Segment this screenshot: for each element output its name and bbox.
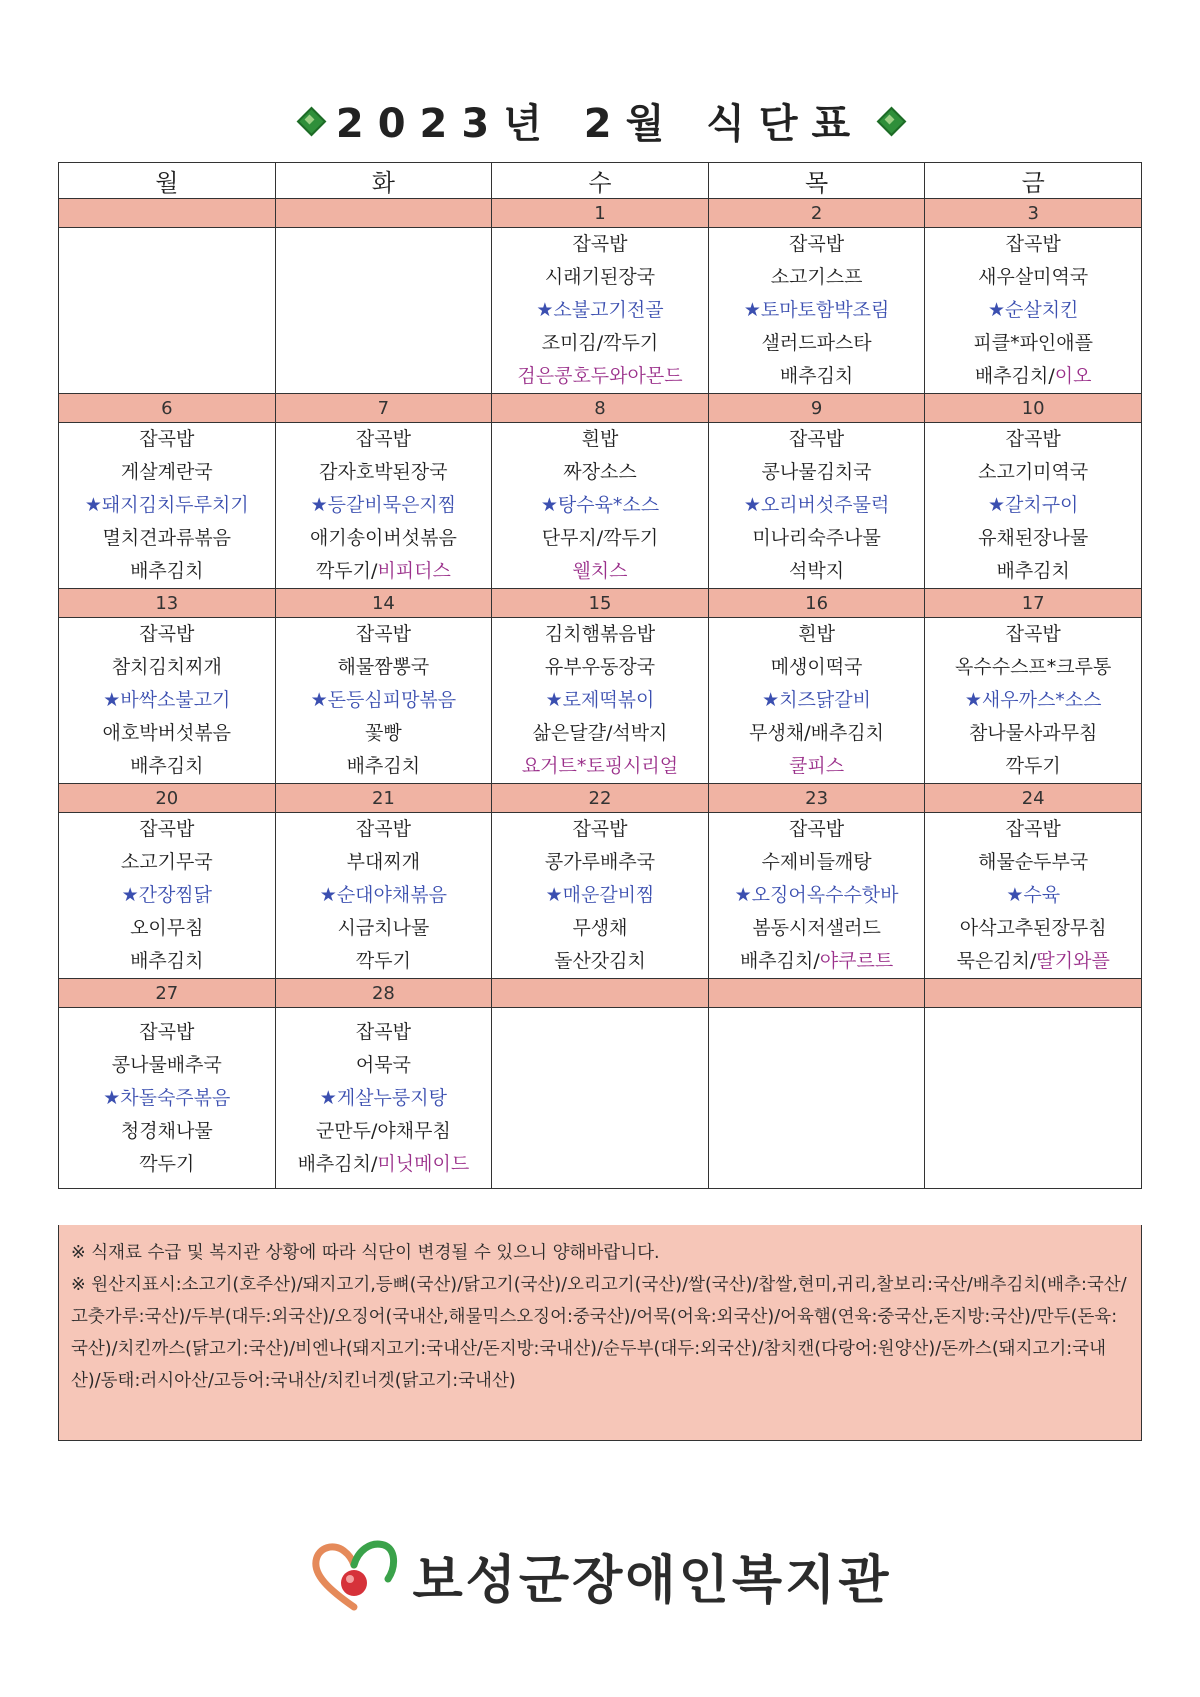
meal-cell: [275, 813, 492, 979]
date-cell: 28: [275, 979, 492, 1008]
meal-cell: [59, 618, 276, 784]
dish-extra: [276, 555, 492, 588]
meal-cell: [59, 1008, 276, 1189]
meal-cell: [275, 228, 492, 394]
dish-extra: [925, 945, 1141, 978]
meal-cell: [925, 228, 1142, 394]
dish-kimchi: 묵은김치/: [956, 950, 1037, 972]
date-cell: [492, 979, 709, 1008]
date-cell: 21: [275, 784, 492, 813]
dish-soup: 해물순두부국: [978, 851, 1089, 873]
notice-text: ※ 식재료 수급 및 복지관 상황에 따라 식단이 변경될 수 있으니 양해바랍니다.: [71, 1243, 660, 1263]
dish-main: ★새우까스*소스: [964, 689, 1102, 711]
origin-text: ※ 원산지표시:소고기(호주산)/돼지고기,등뼈(국산)/닭고기(국산)/오리고기(국산)/쌀(국산)/찹쌀,현미,귀리,찰보리:국산/배추김치(배추:국산/고춧가루:국산)/두부(대두:외국산)/오징어(국내산,해물믹스오징어:중국산)/어묵(어육:외국산)/어육햄(연육:중국산,돈지방:국산)/만두(돈육:국산)/치킨까스(닭고기:국산)/비엔나(돼지고기:국내산/돈지방:국내산)/순두부(대두:외국산)/참치캔(다랑어:원양산)/돈까스(돼지고기:국내산)/동태:러시아산/고등어:국내산/치킨너겟(닭고기:국내산): [71, 1275, 1127, 1391]
dish-side: 애호박버섯볶음: [102, 722, 232, 744]
date-cell: 17: [925, 589, 1142, 618]
dish-main: ★등갈비묵은지찜: [310, 494, 457, 516]
dish-kimchi: 깍두기: [355, 950, 411, 972]
date-cell: 22: [492, 784, 709, 813]
dish-kimchi: 깍두기: [1005, 755, 1061, 777]
date-row: [59, 784, 1142, 813]
meal-cell: [59, 813, 276, 979]
dish-rice: 잡곡밥: [789, 233, 845, 255]
dish-main: ★소불고기전골: [536, 299, 664, 321]
dish-side: 군만두/야채무침: [315, 1119, 451, 1142]
meal-cell: [925, 1008, 1142, 1189]
day-header-row: [59, 163, 1142, 199]
dish-main: ★탕수육*소스: [540, 494, 660, 516]
dish-extra: [709, 555, 925, 588]
date-row: [59, 199, 1142, 228]
meal-cell: [708, 813, 925, 979]
meal-cell: [275, 1008, 492, 1189]
dish-extra: [709, 360, 925, 393]
dish-dessert: 쿨피스: [789, 755, 845, 777]
dish-side: 참나물사과무침: [968, 722, 1098, 744]
dish-main: ★매운갈비찜: [545, 884, 655, 906]
dish-main: ★오징어옥수수핫바: [734, 884, 899, 906]
dish-side: 조미김/깍두기: [541, 332, 659, 354]
dish-rice: 잡곡밥: [355, 623, 411, 645]
dish-kimchi: 배추김치: [130, 560, 204, 582]
dish-dessert: 이오: [1054, 365, 1092, 387]
dish-soup: 소고기미역국: [978, 461, 1089, 483]
dish-main: ★순살치킨: [987, 299, 1079, 321]
dish-rice: 잡곡밥: [572, 233, 628, 255]
date-cell: 16: [708, 589, 925, 618]
date-cell: 7: [275, 394, 492, 423]
meal-cell: [492, 1008, 709, 1189]
meal-row: [59, 813, 1142, 979]
date-cell: 14: [275, 589, 492, 618]
date-cell: 20: [59, 784, 276, 813]
dish-main: ★토마토함박조림: [743, 299, 890, 321]
date-row: [59, 394, 1142, 423]
day-header: 금: [925, 163, 1142, 199]
dish-rice: 잡곡밥: [139, 428, 195, 450]
dish-soup: 어묵국: [355, 1053, 411, 1076]
meal-cell: [925, 813, 1142, 979]
dish-rice: 잡곡밥: [355, 428, 411, 450]
date-cell: 9: [708, 394, 925, 423]
dish-soup: 부대찌개: [346, 851, 421, 873]
dish-main: ★간장찜닭: [121, 884, 213, 906]
org-name: 보성군장애인복지관: [412, 1550, 892, 1611]
meal-row: [59, 228, 1142, 394]
dish-soup: 유부우동장국: [544, 656, 656, 678]
dish-soup: 해물짬뽕국: [337, 656, 430, 678]
dish-soup: 콩가루배추국: [544, 851, 656, 873]
date-cell: 6: [59, 394, 276, 423]
dish-soup: 게살계란국: [120, 461, 213, 483]
dish-soup: 소고기무국: [120, 851, 213, 873]
date-cell: 24: [925, 784, 1142, 813]
dish-dessert: 검은콩호두와아몬드: [517, 365, 683, 387]
dish-side: 무생채/배추김치: [749, 722, 885, 744]
dish-dessert: 야쿠르트: [819, 950, 894, 972]
dish-rice: 잡곡밥: [139, 1020, 195, 1043]
date-cell: 8: [492, 394, 709, 423]
dish-main: ★돈등심피망볶음: [310, 689, 457, 711]
meal-cell: [708, 423, 925, 589]
dish-soup: 새우살미역국: [978, 266, 1089, 288]
dish-main: ★갈치구이: [987, 494, 1079, 516]
meal-cell: [708, 618, 925, 784]
meal-row: [59, 1008, 1142, 1189]
dish-main: ★게살누룽지탕: [319, 1086, 447, 1109]
dish-extra: [59, 750, 275, 783]
dish-side: 꽃빵: [365, 722, 402, 744]
dish-side: 미나리숙주나물: [752, 527, 881, 549]
dish-rice: 김치햄볶음밥: [544, 623, 656, 645]
dish-side: 봄동시저샐러드: [752, 917, 881, 939]
dish-side: 애기송이버섯볶음: [309, 527, 457, 549]
dish-side: 샐러드파스타: [761, 332, 872, 354]
meal-cell: [925, 423, 1142, 589]
dish-rice: 흰밥: [581, 428, 619, 450]
dish-rice: 잡곡밥: [139, 818, 195, 840]
dish-soup: 콩나물김치국: [761, 461, 872, 483]
dish-dessert: 딸기와플: [1036, 950, 1110, 972]
day-header: 화: [275, 163, 492, 199]
dish-kimchi: 배추김치: [130, 755, 204, 777]
dish-extra: [492, 945, 708, 978]
dish-rice: 잡곡밥: [789, 818, 845, 840]
dish-dessert: 웰치스: [572, 560, 628, 582]
dish-extra: [925, 555, 1141, 588]
dish-rice: 잡곡밥: [355, 1020, 411, 1043]
dish-extra: [492, 555, 708, 588]
date-cell: 13: [59, 589, 276, 618]
date-cell: 3: [925, 199, 1142, 228]
dish-side: 멸치견과류볶음: [102, 527, 232, 549]
dish-main: ★돼지김치두루치기: [84, 494, 249, 516]
dish-rice: 잡곡밥: [1005, 428, 1061, 450]
dish-main: ★바싹소불고기: [103, 689, 231, 711]
dish-kimchi: 배추김치: [779, 365, 854, 387]
date-cell: 27: [59, 979, 276, 1008]
dish-kimchi: 배추김치/: [974, 365, 1055, 387]
dish-dessert: 요거트*토핑시리얼: [521, 755, 679, 777]
dish-extra: [492, 360, 708, 393]
dish-kimchi: 배추김치/: [739, 950, 820, 972]
day-header: 수: [492, 163, 709, 199]
dish-soup: 메생이떡국: [770, 656, 863, 678]
dish-extra: [709, 750, 925, 783]
dish-main: ★치즈닭갈비: [762, 689, 871, 711]
dish-soup: 콩나물배추국: [111, 1053, 222, 1076]
dish-extra: [925, 750, 1141, 783]
page-title-row: [0, 92, 1200, 148]
dish-side: 단무지/깍두기: [541, 527, 659, 549]
dish-rice: 잡곡밥: [572, 818, 628, 840]
page-title: 2023년 2월 식단표: [335, 100, 865, 147]
dish-rice: 잡곡밥: [789, 428, 845, 450]
dish-main: ★차돌숙주볶음: [103, 1086, 231, 1109]
diamond-left-icon: [298, 108, 322, 132]
dish-side: 오이무침: [130, 917, 204, 939]
dish-side: 유채된장나물: [978, 527, 1089, 549]
meal-cell: [59, 228, 276, 394]
dish-extra: [276, 945, 492, 978]
dish-extra: [59, 1148, 275, 1181]
dish-soup: 소고기스프: [770, 266, 863, 288]
footer-logo: [0, 1535, 1200, 1615]
meal-cell: [492, 228, 709, 394]
dish-main: ★로제떡볶이: [545, 689, 655, 711]
dish-extra: [709, 945, 925, 978]
date-row: [59, 979, 1142, 1008]
date-cell: 10: [925, 394, 1142, 423]
dish-dessert: 미닛메이드: [377, 1152, 470, 1175]
meal-cell: [492, 423, 709, 589]
dish-soup: 시래기된장국: [544, 266, 656, 288]
dish-rice: 잡곡밥: [139, 623, 195, 645]
dish-soup: 짜장소스: [563, 461, 637, 483]
meal-cell: [59, 423, 276, 589]
dish-side: 무생채: [572, 917, 628, 939]
dish-side: 시금치나물: [337, 917, 430, 939]
date-cell: [59, 199, 276, 228]
meal-cell: [708, 228, 925, 394]
dish-kimchi: 배추김치: [996, 560, 1070, 582]
date-cell: [708, 979, 925, 1008]
meal-cell: [492, 813, 709, 979]
day-header: 목: [708, 163, 925, 199]
meal-row: [59, 423, 1142, 589]
meal-cell: [492, 618, 709, 784]
dish-soup: 참치김치찌개: [111, 656, 222, 678]
date-cell: 23: [708, 784, 925, 813]
dish-kimchi: 돌산갓김치: [554, 950, 646, 972]
dish-rice: 잡곡밥: [1005, 623, 1061, 645]
date-cell: [925, 979, 1142, 1008]
dish-kimchi: 석박지: [789, 560, 845, 582]
meal-cell: [275, 618, 492, 784]
dish-extra: [59, 555, 275, 588]
meal-cell: [925, 618, 1142, 784]
dish-main: ★수육: [1006, 884, 1061, 906]
meal-cell: [708, 1008, 925, 1189]
meal-cell: [275, 423, 492, 589]
dish-main: ★순대야채볶음: [319, 884, 447, 906]
dish-main: ★오리버섯주물럭: [743, 494, 890, 516]
dish-side: 삶은달걀/석박지: [532, 722, 668, 744]
dish-side: 피클*파인애플: [973, 332, 1093, 354]
dish-kimchi: 배추김치: [130, 950, 204, 972]
meal-row: [59, 618, 1142, 784]
date-cell: 1: [492, 199, 709, 228]
dish-soup: 수제비들깨탕: [761, 851, 872, 873]
dish-extra: [276, 1148, 492, 1181]
date-cell: 2: [708, 199, 925, 228]
dish-rice: 잡곡밥: [355, 818, 411, 840]
date-cell: [275, 199, 492, 228]
date-cell: 15: [492, 589, 709, 618]
dish-soup: 옥수수스프*크루통: [955, 656, 1112, 678]
dish-kimchi: 깍두기: [139, 1152, 195, 1175]
dish-rice: 흰밥: [798, 623, 835, 645]
dish-extra: [492, 750, 708, 783]
dish-dessert: 비피더스: [377, 560, 451, 582]
dish-soup: 감자호박된장국: [319, 461, 448, 483]
dish-side: 청경채나물: [120, 1119, 213, 1142]
date-row: [59, 589, 1142, 618]
dish-extra: [276, 750, 492, 783]
dish-extra: [59, 945, 275, 978]
diamond-right-icon: [878, 108, 902, 132]
dish-rice: 잡곡밥: [1005, 818, 1061, 840]
dish-kimchi: 깍두기/: [315, 560, 378, 582]
notes-box: [58, 1225, 1142, 1441]
menu-table: [58, 162, 1142, 1189]
dish-kimchi: 배추김치: [346, 755, 421, 777]
day-header: 월: [59, 163, 276, 199]
heart-logo-icon: [308, 1537, 400, 1613]
dish-side: 아삭고추된장무침: [959, 917, 1107, 939]
dish-kimchi: 배추김치/: [297, 1152, 378, 1175]
dish-rice: 잡곡밥: [1005, 233, 1061, 255]
dish-extra: [925, 360, 1141, 393]
